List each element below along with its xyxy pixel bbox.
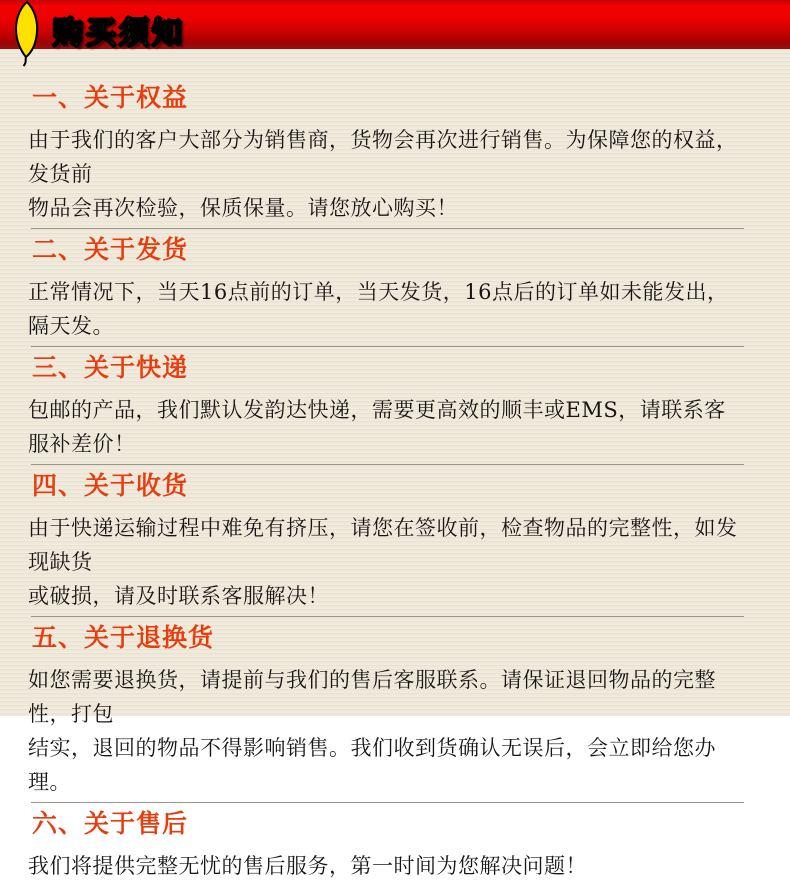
section-shipping [28,237,744,347]
section-body-line: 由于快递运输过程中难免有挤压，请您在签收前，检查物品的完整性，如发现缺货 [28,516,738,574]
page-title: 购买须知 [53,16,185,51]
header-banner [0,0,790,49]
section-title: 一、关于权益 [32,83,189,112]
notice-content [0,49,790,883]
section-body [28,275,744,343]
divider [31,346,744,347]
section-body-line: 由于我们的客户大部分为销售商，货物会再次进行销售。为保障您的权益，发货前 [28,128,738,186]
divider [31,802,744,803]
section-title: 二、关于发货 [32,235,189,264]
section-title: 四、关于收货 [32,471,189,500]
leaf-icon [11,1,43,72]
section-body-line: 我们将提供完整无忧的售后服务，第一时间为您解决问题！ [28,854,587,878]
section-aftersales [28,811,744,883]
section-title: 六、关于售后 [32,809,189,838]
section-body-line: 正常情况下，当天16点前的订单，当天发货，16点后的订单如未能发出，隔天发。 [28,280,729,338]
section-body-line: 如您需要退换货，请提前与我们的售后客服联系。请保证退回物品的完整性，打包 [28,668,716,726]
section-body-line: 或破损，请及时联系客服解决！ [28,584,329,608]
divider [31,228,744,229]
section-returns [28,625,744,803]
divider [31,464,744,465]
divider [31,616,744,617]
section-body [28,511,744,613]
section-body [28,663,744,799]
section-express [28,355,744,465]
section-title: 五、关于退换货 [32,623,215,652]
section-body-line: 结实，退回的物品不得影响销售。我们收到货确认无误后，会立即给您办理。 [28,736,716,794]
section-body-line: 物品会再次检验，保质保量。请您放心购买！ [28,196,458,220]
section-body-line: 包邮的产品，我们默认发韵达快递，需要更高效的顺丰或EMS，请联系客服补差价！ [28,398,726,456]
section-body [28,123,744,225]
section-body [28,393,744,461]
section-receiving [28,473,744,617]
section-rights [28,85,744,229]
section-body [28,849,744,883]
section-title: 三、关于快递 [32,353,189,382]
